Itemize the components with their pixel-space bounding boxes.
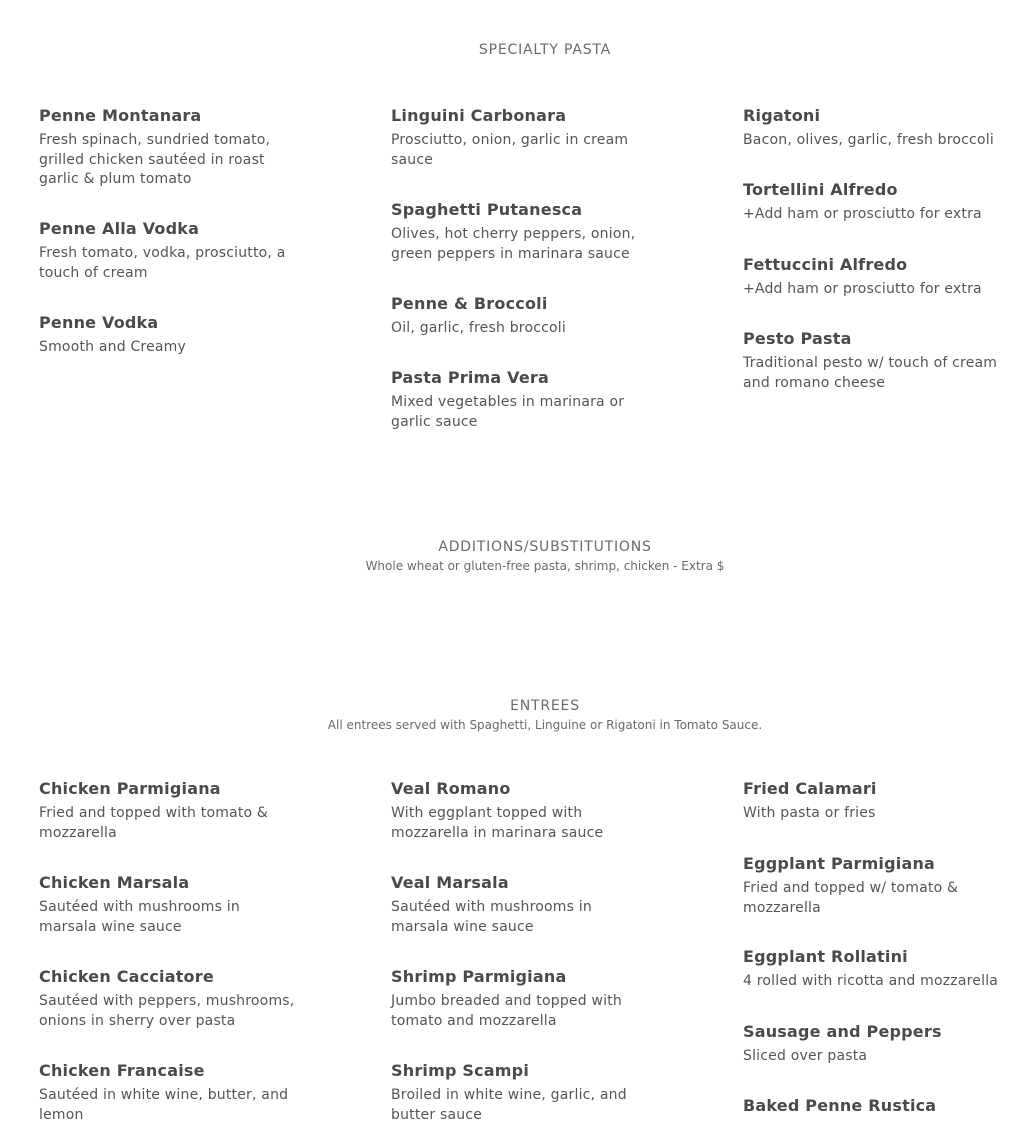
- menu-item: [39, 967, 301, 1031]
- menu-item: [39, 779, 301, 843]
- menu-item-name: Penne Montanara: [39, 106, 202, 125]
- menu-item: [39, 873, 301, 937]
- additions-heading: ADDITIONS/SUBSTITUTIONS: [438, 539, 652, 555]
- menu-item-name: Fried Calamari: [743, 779, 877, 798]
- menu-item: [39, 219, 301, 283]
- menu-item-name: Pasta Prima Vera: [391, 368, 550, 387]
- menu-item-description: Sautéed with mushrooms in marsala wine sauce: [39, 899, 240, 935]
- menu-item-name: Chicken Parmigiana: [39, 779, 221, 798]
- menu-item-description: Jumbo breaded and topped with tomato and mozzarella: [391, 993, 622, 1029]
- menu-item-name: Eggplant Rollatini: [743, 947, 908, 966]
- menu-item-description: Fresh spinach, sundried tomato, grilled chicken sautéed in roast garlic & plum tomato: [39, 132, 271, 187]
- menu-item-description: Mixed vegetables in marinara or garlic sauce: [391, 394, 625, 430]
- menu-item-description: 4 rolled with ricotta and mozzarella: [743, 973, 999, 989]
- menu-item-description: +Add ham or prosciutto for extra: [743, 206, 982, 222]
- menu-item: [39, 106, 301, 190]
- menu-item-description: Olives, hot cherry peppers, onion, green peppers in marinara sauce: [391, 226, 636, 262]
- menu-item: [391, 873, 653, 937]
- menu-item: [743, 854, 1005, 918]
- specialty-pasta-heading: SPECIALTY PASTA: [478, 42, 612, 58]
- menu-item-name: Baked Penne Rustica: [743, 1096, 937, 1115]
- menu-item-description: Bacon, olives, garlic, fresh broccoli: [743, 132, 994, 148]
- menu-item-description: With eggplant topped with mozzarella in marinara sauce: [391, 805, 604, 841]
- menu-item-description: Traditional pesto w/ touch of cream and romano cheese: [743, 355, 998, 391]
- menu-item: [391, 200, 653, 264]
- menu-item: [743, 329, 1005, 393]
- menu-item-name: Shrimp Parmigiana: [391, 967, 567, 986]
- menu-item: [391, 967, 653, 1031]
- additions-subtitle: Whole wheat or gluten-free pasta, shrimp, chicken - Extra $: [365, 559, 725, 573]
- menu-item-description: Fried and topped w/ tomato & mozzarella: [743, 880, 959, 916]
- menu-item-name: Fettuccini Alfredo: [743, 255, 908, 274]
- menu-item-description: +Add ham or prosciutto for extra: [743, 281, 982, 297]
- menu-item-description: Sautéed with mushrooms in marsala wine sauce: [391, 899, 592, 935]
- menu-item: [39, 313, 301, 358]
- menu-item-name: Chicken Francaise: [39, 1061, 205, 1080]
- menu-item: [743, 1096, 1005, 1116]
- menu-item-name: Veal Marsala: [391, 873, 509, 892]
- menu-item: [391, 294, 653, 339]
- menu-item-name: Rigatoni: [743, 106, 821, 125]
- menu-item: [743, 106, 1005, 151]
- menu-item-name: Sausage and Peppers: [743, 1022, 942, 1041]
- menu-item: [39, 1061, 301, 1125]
- menu-item-name: Penne Alla Vodka: [39, 219, 200, 238]
- menu-item: [391, 1061, 653, 1125]
- menu-item: [391, 779, 653, 843]
- menu-item-description: Sliced over pasta: [743, 1048, 868, 1064]
- menu-item-name: Penne Vodka: [39, 313, 159, 332]
- menu-item: [743, 180, 1005, 225]
- menu-item-name: Tortellini Alfredo: [743, 180, 898, 199]
- menu-item: [743, 255, 1005, 300]
- menu-item-name: Shrimp Scampi: [391, 1061, 529, 1080]
- menu-item-name: Spaghetti Putanesca: [391, 200, 583, 219]
- menu-item-description: Prosciutto, onion, garlic in cream sauce: [391, 132, 629, 168]
- menu-item-name: Eggplant Parmigiana: [743, 854, 936, 873]
- menu-item-name: Chicken Cacciatore: [39, 967, 214, 986]
- menu-item: [391, 106, 653, 170]
- menu-item-name: Linguini Carbonara: [391, 106, 567, 125]
- menu-item-description: With pasta or fries: [743, 805, 876, 821]
- menu-item-name: Pesto Pasta: [743, 329, 852, 348]
- menu-item: [743, 779, 1005, 824]
- menu-item-description: Smooth and Creamy: [39, 339, 186, 355]
- menu-item-description: Fresh tomato, vodka, prosciutto, a touch of cream: [39, 245, 286, 281]
- menu-item-description: Broiled in white wine, garlic, and butter sauce: [391, 1087, 627, 1123]
- menu-item: [391, 368, 653, 432]
- menu-item: [743, 947, 1005, 992]
- menu-item-name: Veal Romano: [391, 779, 511, 798]
- menu-item-description: Oil, garlic, fresh broccoli: [391, 320, 566, 336]
- menu-item-name: Chicken Marsala: [39, 873, 190, 892]
- menu-item-description: Fried and topped with tomato & mozzarella: [39, 805, 269, 841]
- menu-item-name: Penne & Broccoli: [391, 294, 548, 313]
- menu-item-description: Sautéed in white wine, butter, and lemon: [39, 1087, 289, 1123]
- entrees-subtitle: All entrees served with Spaghetti, Linguine or Rigatoni in Tomato Sauce.: [327, 718, 763, 732]
- menu-item-description: Sautéed with peppers, mushrooms, onions in sherry over pasta: [39, 993, 295, 1029]
- menu-item: [743, 1022, 1005, 1067]
- entrees-heading: ENTREES: [510, 698, 580, 714]
